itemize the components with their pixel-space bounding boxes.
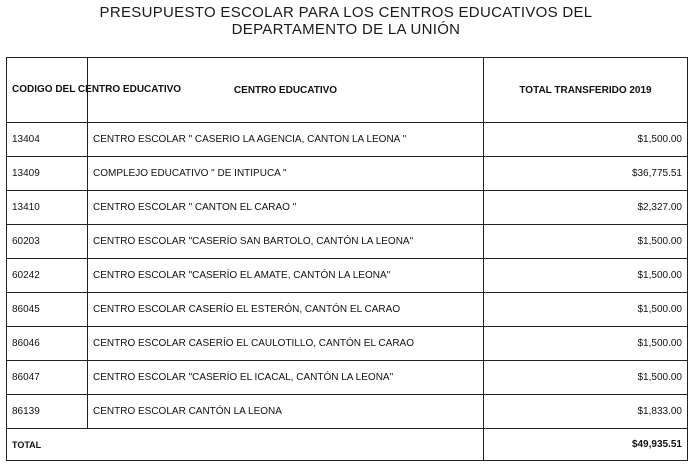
row-amount: $1,500.00 xyxy=(484,361,688,395)
table-row xyxy=(7,327,688,361)
title-line-2: DEPARTAMENTO DE LA UNIÓN xyxy=(231,21,461,38)
table-total-row xyxy=(7,429,688,461)
row-code: 60203 xyxy=(7,225,88,259)
row-center-name: CENTRO ESCOLAR CASERÍO EL ESTERÓN, CANTÓN EL CARAO xyxy=(88,293,484,327)
table-row xyxy=(7,123,688,157)
table-row xyxy=(7,293,688,327)
row-code: 13404 xyxy=(7,123,88,157)
header-code: CODIGO DEL CENTRO EDUCATIVO xyxy=(7,58,88,123)
row-code: 86046 xyxy=(7,327,88,361)
row-code: 86045 xyxy=(7,293,88,327)
header-center: CENTRO EDUCATIVO xyxy=(88,58,484,123)
row-code: 60242 xyxy=(7,259,88,293)
table-row xyxy=(7,157,688,191)
row-amount: $36,775.51 xyxy=(484,157,688,191)
title-line-1: PRESUPUESTO ESCOLAR PARA LOS CENTROS EDUCATIVOS DEL xyxy=(99,4,593,21)
row-center-name: COMPLEJO EDUCATIVO " DE INTIPUCA " xyxy=(88,157,484,191)
total-amount: $49,935.51 xyxy=(484,429,688,461)
row-center-name: CENTRO ESCOLAR " CANTON EL CARAO " xyxy=(88,191,484,225)
table-row xyxy=(7,361,688,395)
row-center-name: CENTRO ESCOLAR CANTÓN LA LEONA xyxy=(88,395,484,429)
row-code: 13409 xyxy=(7,157,88,191)
table-row xyxy=(7,259,688,293)
total-label: TOTAL xyxy=(7,429,484,461)
table-row xyxy=(7,395,688,429)
row-center-name: CENTRO ESCOLAR "CASERÍO SAN BARTOLO, CANTÓN LA LEONA" xyxy=(88,225,484,259)
row-center-name: CENTRO ESCOLAR CASERÍO EL CAULOTILLO, CANTÓN EL CARAO xyxy=(88,327,484,361)
row-amount: $1,833.00 xyxy=(484,395,688,429)
row-center-name: CENTRO ESCOLAR " CASERIO LA AGENCIA, CANTON LA LEONA " xyxy=(88,123,484,157)
header-total: TOTAL TRANSFERIDO 2019 xyxy=(484,58,688,123)
document-title xyxy=(0,4,692,38)
row-code: 13410 xyxy=(7,191,88,225)
budget-table xyxy=(6,57,688,461)
row-amount: $1,500.00 xyxy=(484,327,688,361)
table-row xyxy=(7,191,688,225)
row-center-name: CENTRO ESCOLAR "CASERÍO EL AMATE, CANTÓN LA LEONA" xyxy=(88,259,484,293)
row-amount: $1,500.00 xyxy=(484,293,688,327)
row-center-name: CENTRO ESCOLAR "CASERÍO EL ICACAL, CANTÓN LA LEONA" xyxy=(88,361,484,395)
row-amount: $1,500.00 xyxy=(484,259,688,293)
table-header-row xyxy=(7,58,688,123)
row-amount: $1,500.00 xyxy=(484,123,688,157)
table-row xyxy=(7,225,688,259)
row-amount: $2,327.00 xyxy=(484,191,688,225)
row-code: 86139 xyxy=(7,395,88,429)
row-amount: $1,500.00 xyxy=(484,225,688,259)
row-code: 86047 xyxy=(7,361,88,395)
